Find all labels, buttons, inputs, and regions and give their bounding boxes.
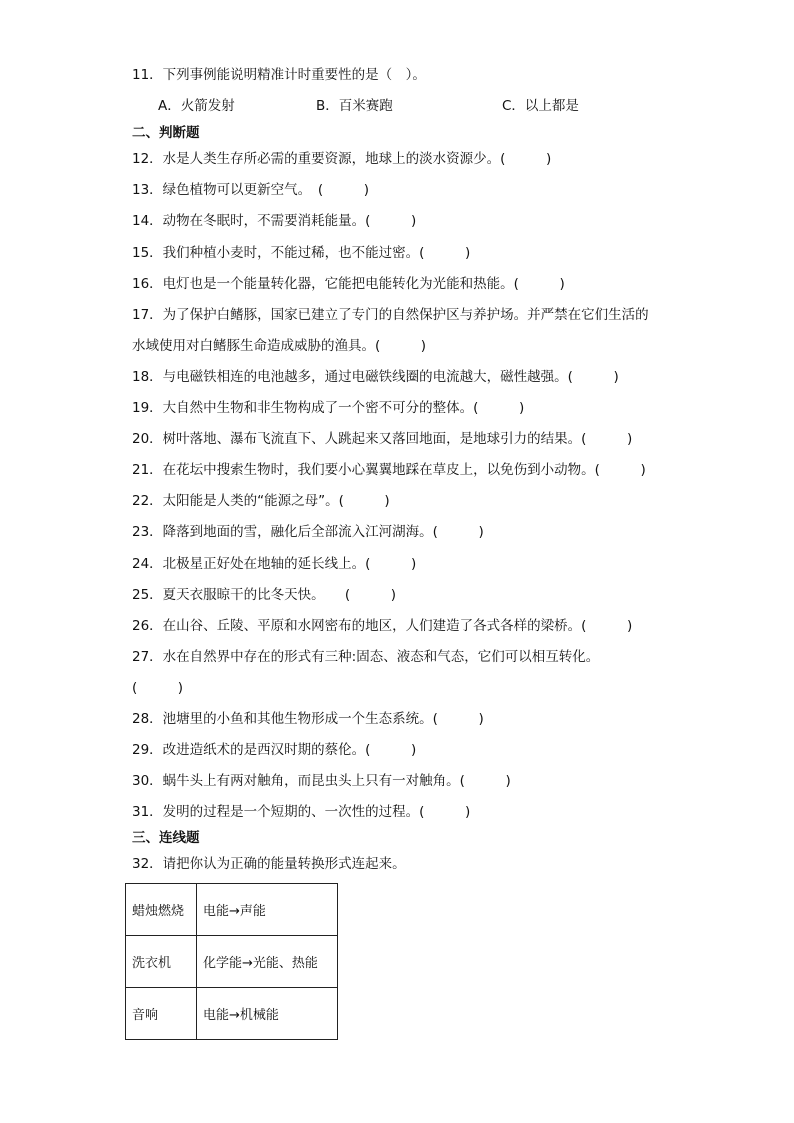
match-right-cell: 电能→声能 [197,884,338,936]
section-title-judgement: 二、判断题 [132,125,200,141]
match-left-cell: 洗衣机 [126,936,197,988]
judgement-item: 15．我们种植小麦时，不能过稀，也不能过密。( ) [132,245,471,261]
question-11-stem: 11．下列事例能说明精准计时重要性的是（ ）。 [132,67,426,83]
table-row [126,884,338,936]
match-right-cell: 电能→机械能 [197,988,338,1040]
judgement-item: 12．水是人类生存所必需的重要资源，地球上的淡水资源少。( ) [132,151,552,167]
section-title-matching: 三、连线题 [132,830,200,846]
judgement-item: 18．与电磁铁相连的电池越多，通过电磁铁线圈的电流越大，磁性越强。( ) [132,369,619,385]
match-left-cell: 蜡烛燃烧 [126,884,197,936]
judgement-item: 17．为了保护白鳍豚，国家已建立了专门的自然保护区与养护场。并严禁在它们生活的 [132,307,649,323]
judgement-item: 20．树叶落地、瀑布飞流直下、人跳起来又落回地面，是地球引力的结果。( ) [132,431,633,447]
match-left-cell: 音响 [126,988,197,1040]
judgement-item: 26．在山谷、丘陵、平原和水网密布的地区，人们建造了各式各样的梁桥。( ) [132,618,633,634]
judgement-item: 16．电灯也是一个能量转化器，它能把电能转化为光能和热能。( ) [132,276,565,292]
judgement-item: 31．发明的过程是一个短期的、一次性的过程。( ) [132,804,471,820]
judgement-item: 30．蜗牛头上有两对触角，而昆虫头上只有一对触角。( ) [132,773,511,789]
judgement-item: 14．动物在冬眠时，不需要消耗能量。( ) [132,213,417,229]
judgement-item: 29．改进造纸术的是西汉时期的蔡伦。( ) [132,742,417,758]
question-11-option-a: A．火箭发射 [158,98,235,114]
energy-matching-table [125,883,338,1040]
question-32-stem: 32．请把你认为正确的能量转换形式连起来。 [132,856,406,872]
judgement-item: 19．大自然中生物和非生物构成了一个密不可分的整体。( ) [132,400,525,416]
judgement-item: 27．水在自然界中存在的形式有三种:固态、液态和气态，它们可以相互转化。 [132,649,600,665]
judgement-item: 24．北极星正好处在地轴的延长线上。( ) [132,556,417,572]
question-11-option-c: C．以上都是 [502,98,579,114]
judgement-item: 23．降落到地面的雪，融化后全部流入江河湖海。( ) [132,524,484,540]
judgement-item-continuation: 水域使用对白鳍豚生命造成威胁的渔具。( ) [132,338,427,354]
judgement-item: 21．在花坛中搜索生物时，我们要小心翼翼地踩在草皮上，以免伤到小动物。( ) [132,462,646,478]
judgement-item: 22．太阳能是人类的“能源之母”。( ) [132,493,390,509]
table-row [126,936,338,988]
judgement-item: 25．夏天衣服晾干的比冬天快。 ( ) [132,587,396,603]
question-11-option-b: B．百米赛跑 [316,98,393,114]
judgement-item: 13．绿色植物可以更新空气。 ( ) [132,182,369,198]
judgement-item-continuation: ( ) [132,680,184,696]
table-row [126,988,338,1040]
match-right-cell: 化学能→光能、热能 [197,936,338,988]
judgement-item: 28．池塘里的小鱼和其他生物形成一个生态系统。( ) [132,711,484,727]
